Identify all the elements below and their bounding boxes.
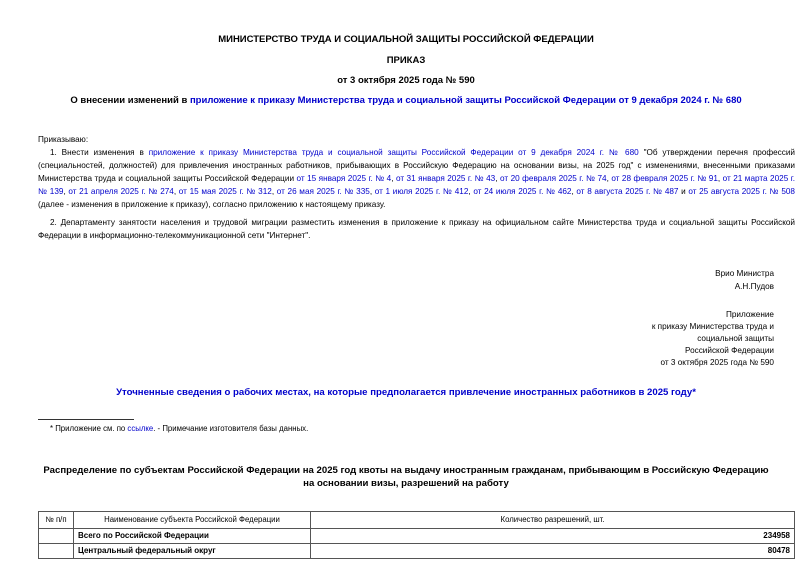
table-row bbox=[39, 544, 795, 559]
doc-link[interactable]: от 15 мая 2025 г. № 312 bbox=[178, 187, 272, 196]
text-segment: , bbox=[571, 187, 577, 196]
quota-table bbox=[38, 511, 795, 559]
text-segment: (далее - изменения в приложение к приказу), согласно приложению к настоящему приказу. bbox=[38, 200, 386, 209]
text-segment: О внесении изменений в bbox=[70, 95, 190, 106]
text-segment: , bbox=[173, 187, 179, 196]
text-segment: . - Примечание изготовителя базы данных. bbox=[153, 424, 309, 433]
permit-count-cell: 234958 bbox=[311, 529, 795, 544]
doc-link[interactable]: от 20 февраля 2025 г. № 74 bbox=[499, 174, 607, 183]
subject-name-cell: Всего по Российской Федерации bbox=[74, 529, 311, 544]
doc-date: от 3 октября 2025 года № 590 bbox=[337, 75, 475, 86]
column-header-subject: Наименование субъекта Российской Федерации bbox=[74, 512, 311, 529]
doc-link[interactable]: от 8 августа 2025 г. № 487 bbox=[576, 187, 679, 196]
text-segment: , bbox=[606, 174, 612, 183]
annex-line: социальной защиты bbox=[697, 334, 774, 343]
text-segment: и bbox=[678, 187, 689, 196]
column-header-permits: Количество разрешений, шт. bbox=[311, 512, 795, 529]
text-segment: 2. Департаменту занятости населения и трудовой миграции разместить изменения в приложение к приказу на официальном сайте Министерства труда и социальной защиты Российской Федерации в информационно-телекоммуникационной сети "Интернет". bbox=[38, 218, 795, 240]
paragraph-1 bbox=[38, 146, 795, 211]
text-segment: * Приложение см. по bbox=[50, 424, 128, 433]
annex-heading: Уточненные сведения о рабочих местах, на которые предполагается привлечение иностранных работников в 2025 году* bbox=[116, 387, 696, 398]
doc-link[interactable]: от 21 апреля 2025 г. № 274 bbox=[68, 187, 174, 196]
quota-table-header bbox=[39, 512, 795, 529]
text-segment: "Об утверждении перечня профессий (специальностей, должностей) для привлечения иностранных работников, прибывающих в Российскую Федерацию на основании визы, на 2025 год" с изменениями, внесенными приказами Министерства труда и социальной защиты Российской Федерации bbox=[38, 148, 796, 183]
subject-name-cell: Центральный федеральный округ bbox=[74, 544, 311, 559]
doc-link[interactable]: ссылке bbox=[127, 424, 154, 433]
header-row bbox=[39, 512, 795, 529]
table-row bbox=[39, 529, 795, 544]
doc-link[interactable]: от 24 июля 2025 г. № 462 bbox=[473, 187, 572, 196]
doc-link[interactable]: приложение к приказу Министерства труда и социальной защиты Российской Федерации от 9 декабря 2024 г. № 680 bbox=[189, 95, 742, 106]
text-segment: , bbox=[717, 174, 723, 183]
doc-link[interactable]: от 26 мая 2025 г. № 335 bbox=[276, 187, 370, 196]
doc-link[interactable]: от 31 января 2025 г. № 43 bbox=[395, 174, 496, 183]
text-segment: , bbox=[271, 187, 277, 196]
permit-count-cell: 80478 bbox=[311, 544, 795, 559]
quota-table-body bbox=[39, 529, 795, 559]
ministry-name: МИНИСТЕРСТВО ТРУДА И СОЦИАЛЬНОЙ ЗАЩИТЫ РОССИЙСКОЙ ФЕДЕРАЦИИ bbox=[218, 34, 594, 45]
doc-link[interactable]: от 15 января 2025 г. № 4 bbox=[296, 174, 392, 183]
signature-block bbox=[38, 268, 774, 293]
footnote bbox=[38, 423, 774, 434]
doc-link[interactable]: приложение к приказу Министерства труда и социальной защиты Российской Федерации от 9 декабря 2024 г. № 680 bbox=[148, 148, 639, 157]
text-segment: , bbox=[468, 187, 474, 196]
text-segment: , bbox=[369, 187, 375, 196]
order-word: Приказываю: bbox=[38, 135, 89, 144]
signer-position: Врио Министра bbox=[715, 269, 774, 278]
annex-line: Приложение bbox=[725, 310, 774, 319]
annex-line: от 3 октября 2025 года № 590 bbox=[660, 358, 774, 367]
doc-link[interactable]: от 1 июля 2025 г. № 412 bbox=[374, 187, 469, 196]
doc-type: ПРИКАЗ bbox=[386, 55, 426, 66]
annex-reference-block bbox=[38, 309, 774, 369]
footnote-divider bbox=[38, 419, 134, 420]
text-segment: , bbox=[495, 174, 500, 183]
column-header-number: № п/п bbox=[39, 512, 74, 529]
row-number-cell bbox=[39, 544, 74, 559]
text-segment: , bbox=[63, 187, 69, 196]
paragraph-2 bbox=[38, 216, 795, 242]
signer-name: А.Н.Пудов bbox=[734, 281, 774, 291]
doc-link[interactable]: от 28 февраля 2025 г. № 91 bbox=[611, 174, 718, 183]
row-number-cell bbox=[39, 529, 74, 544]
doc-link[interactable]: от 21 марта 2025 г. № 139 bbox=[38, 174, 795, 196]
annex-line: к приказу Министерства труда и bbox=[651, 322, 774, 331]
text-segment: 1. Внести изменения в bbox=[50, 148, 149, 157]
text-segment: , bbox=[391, 174, 396, 183]
table-heading: Распределение по субъектам Российской Федерации на 2025 год квоты на выдачу иностранным гражданам, прибывающим в Российскую Федерацию на основании визы, разрешений на работу bbox=[43, 465, 769, 489]
doc-title bbox=[38, 95, 774, 107]
doc-link[interactable]: от 25 августа 2025 г. № 508 bbox=[688, 187, 795, 196]
annex-line: Российской Федерации bbox=[684, 346, 774, 355]
